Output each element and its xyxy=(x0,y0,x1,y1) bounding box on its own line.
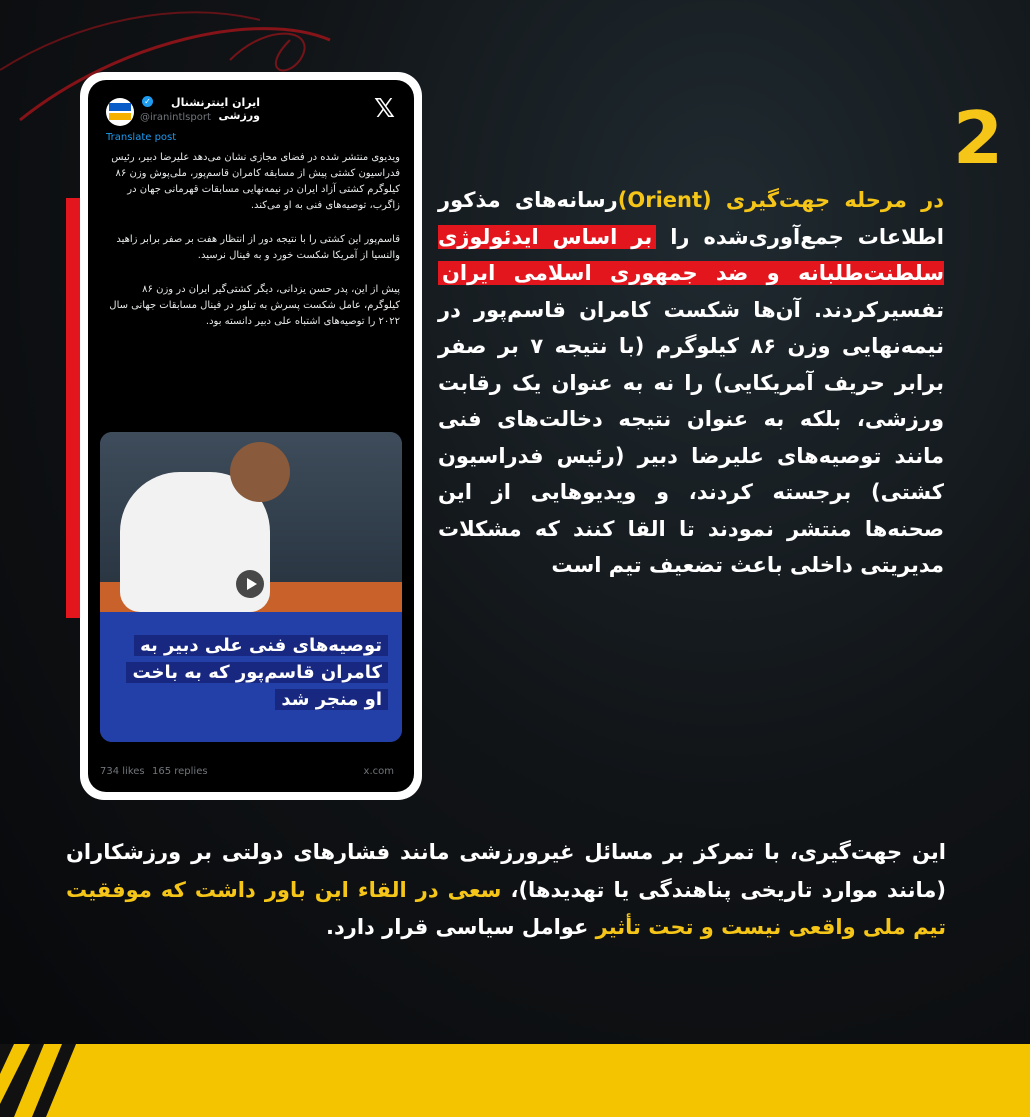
bottom-stripe-decoration xyxy=(0,1044,90,1117)
account-avatar[interactable] xyxy=(106,98,134,126)
tweet-card[interactable] xyxy=(80,72,422,800)
account-handle[interactable]: @iranintlsport xyxy=(140,112,211,123)
video-caption xyxy=(124,632,388,713)
account-name[interactable]: ایران اینترنشنال ورزشی xyxy=(171,96,260,122)
tweet-paragraph: ویدیوی منتشر شده در فضای مجازی نشان می‌دهد علیرضا دبیر، رئیس فدراسیون کشتی پیش از مسابقه کامران قاسم‌پور، ملی‌پوش وزن ۸۶ کیلوگرم کشتی آزاد ایران در نیمه‌نهایی مسابقات قهرمانی جهان در زاگرب، توصیه‌های فنی به او می‌کند. xyxy=(111,152,400,211)
video-person-head xyxy=(230,442,290,502)
orient-paragraph xyxy=(438,182,944,584)
orient-text-b: تفسیرکردند. آن‌ها شکست کامران قاسم‌پور در نیمه‌نهایی وزن ۸۶ کیلوگرم (با نتیجه ۷ بر صفر برابر حریف آمریکایی) را نه به عنوان یک رقابت ورزشی، بلکه به عنوان نتیجه دخالت‌های فنی مانند توصیه‌های علیرضا دبیر (رئیس فدراسیون کشتی) برجسته کردند، و ویدیوهایی از این صحنه‌ها منتشر نمودند تا القا کنند که مشکلات مدیریتی داخلی باعث تضعیف تیم است xyxy=(438,297,945,577)
highlight-yellow: سعی در القاء این باور داشت که موفقیت تیم ملی واقعی نیست و تحت تأثیر xyxy=(66,877,946,939)
conclusion-text-b: عوامل سیاسی قرار دارد. xyxy=(325,915,596,939)
step-number: 2 xyxy=(952,96,1004,180)
play-icon[interactable] xyxy=(236,570,264,598)
source-site[interactable]: x.com xyxy=(363,766,394,777)
translate-post-link[interactable]: Translate post xyxy=(106,132,177,143)
likes-count[interactable]: 734 likes xyxy=(100,766,145,777)
conclusion-text-a: این جهت‌گیری، با تمرکز بر مسائل غیرورزشی مانند فشارهای دولتی بر ورزشکاران (مانند موارد تاریخی پناهندگی یا تهدیدها)، xyxy=(66,840,946,902)
replies-count[interactable]: 165 replies xyxy=(152,766,208,777)
tweet-video[interactable] xyxy=(100,432,402,742)
orient-heading: در مرحله جهت‌گیری (Orient) xyxy=(617,188,944,212)
x-logo-icon: 𝕏 xyxy=(374,94,395,124)
bottom-yellow-band xyxy=(0,1044,1030,1117)
orient-text-a: رسانه‌های مذکور اطلاعات جمع‌آوری‌شده را xyxy=(438,188,945,249)
tweet-paragraph: پیش از این، پدر حسن یزدانی، دیگر کشتی‌گیر ایران در وزن ۸۶ کیلوگرم، عامل شکست پسرش به تیلور در فینال مسابقات جهانی سال ۲۰۲۲ را توصیه‌های اشتباه علی دبیر دانسته بود. xyxy=(109,284,400,327)
tweet-header xyxy=(88,80,414,140)
highlight-red: بر اساس ایدئولوژی سلطنت‌طلبانه و ضد جمهوری اسلامی ایران xyxy=(438,224,944,285)
conclusion-paragraph xyxy=(66,834,946,947)
video-caption-text: توصیه‌های فنی علی دبیر به کامران قاسم‌پور که به باخت او منجر شد xyxy=(126,635,388,710)
tweet-body xyxy=(106,150,400,348)
tweet-paragraph: قاسم‌پور این کشتی را با نتیجه دور از انتظار هفت بر صفر برابر زاهید والنسیا از آمریکا شکست خورد و به فینال نرسید. xyxy=(116,234,400,261)
tweet-card-inner xyxy=(88,80,414,792)
verified-badge-icon: ✓ xyxy=(142,96,153,107)
